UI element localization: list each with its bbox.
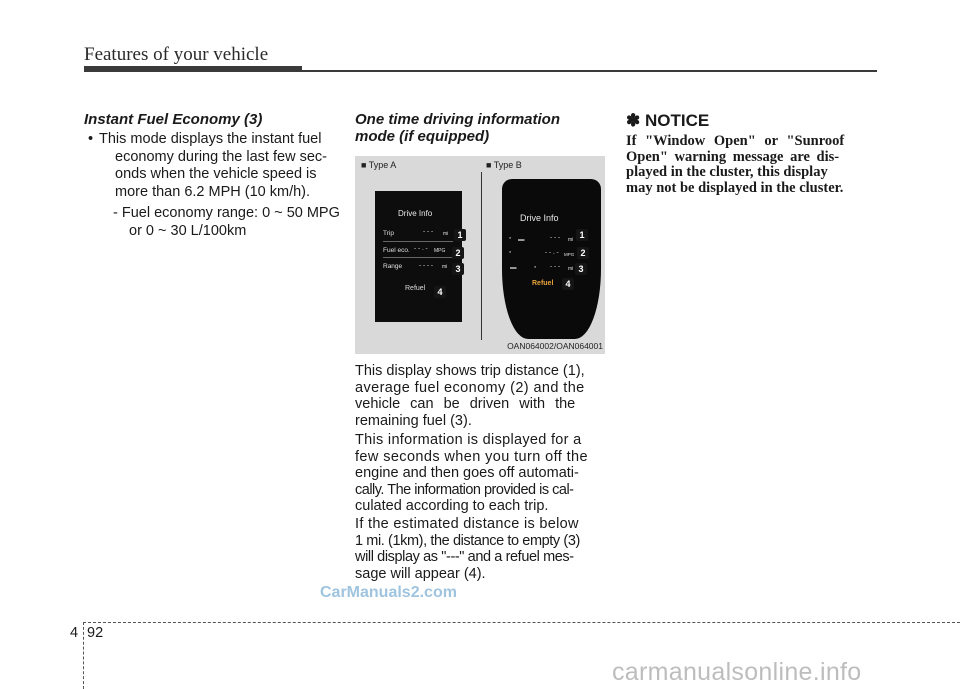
fuel-eco-unit: MPG [564,252,575,257]
para-line: This information is displayed for a [355,432,582,448]
refuel-message: Refuel [532,280,554,287]
drive-info-title: Drive Info [520,213,559,223]
chapter-number: 4 [70,625,79,641]
car-icon: ▬ [518,236,525,243]
fuel-eco-label: Fuel eco. [383,247,410,254]
car-icon: ▬ [510,264,517,271]
para-line: average fuel economy (2) and the [355,379,585,396]
paragraph-refuel [355,516,605,582]
bullet-line: This mode displays the instant fuel [99,131,322,147]
footer-vertical-rule [83,622,84,689]
one-time-driving-heading [355,111,605,145]
type-a-label: ■ Type A [361,160,397,170]
page-header-title: Features of your vehicle [84,44,269,65]
fuel-eco-unit: MPG [434,248,446,254]
notice-line: may not be displayed in the cluster. [626,179,844,196]
para-line: few seconds when you turn off the [355,448,588,465]
callout-1: 1 [576,229,588,241]
para-line: This display shows trip distance (1), [355,363,585,379]
page-number: 92 [87,625,104,641]
callout-4: 4 [562,278,574,290]
trip-label: Trip [383,230,394,237]
drive-info-figure [355,156,605,354]
fuel-icon: ▪ [534,264,537,271]
notice-line: Open" warning message are dis- [626,148,840,165]
instant-fuel-economy-bullet [84,131,340,240]
fuel-icon: ▪ [509,249,512,256]
notice-line: played in the cluster, this display [626,164,828,180]
heading-line: mode (if equipped) [355,128,490,145]
callout-3: 3 [452,263,464,275]
carmanuals-watermark: CarManuals2.com [320,584,457,601]
callout-4: 4 [434,286,446,298]
trip-unit: mi [443,231,449,237]
row-divider [383,241,453,242]
type-b-label: ■ Type B [486,160,522,170]
notice-line: If "Window Open" or "Sunroof [626,133,845,149]
bullet-line: onds when the vehicle speed is [115,166,317,182]
para-line: will display as "---" and a refuel mes- [355,549,574,565]
site-watermark: carmanualsonline.info [612,658,862,686]
callout-1: 1 [454,229,466,241]
type-a-screen [375,191,462,322]
fuel-eco-value: - - . - [545,249,559,256]
trip-value: - - - [550,234,561,241]
para-line: 1 mi. (1km), the distance to empty (3) [355,532,580,549]
callout-2: 2 [452,247,464,259]
range-label: Range [383,263,403,270]
para-line: If the estimated distance is below [355,516,579,532]
instant-fuel-economy-heading: Instant Fuel Economy (3) [84,111,263,128]
bullet-mark: • [88,131,94,147]
sub-line: or 0 ~ 30 L/100km [129,222,247,239]
para-line: cally. The information provided is cal- [355,481,574,498]
para-line: sage will appear (4). [355,565,486,582]
trip-value: - - - [423,228,434,235]
type-b-screen [502,179,601,339]
header-rule [302,70,877,72]
callout-2: 2 [577,247,589,259]
range-unit: mi [442,264,448,270]
paragraph-display-duration [355,432,605,515]
sub-line: - Fuel economy range: 0 ~ 50 MPG [113,205,340,221]
para-line: engine and then goes off automati- [355,465,579,481]
para-line: vehicle can be driven with the [355,396,576,412]
bullet-line: more than 6.2 MPH (10 km/h). [115,183,311,200]
para-line: culated according to each trip. [355,498,549,514]
notice-body [626,134,878,196]
car-icon: ▪ [509,235,512,242]
notice-heading: ✽ NOTICE [626,111,710,130]
heading-line: One time driving information [355,111,561,128]
para-line: remaining fuel (3). [355,412,472,429]
figure-divider [481,172,482,340]
callout-3: 3 [575,263,587,275]
bullet-line: economy during the last few sec- [115,148,327,165]
trip-unit: mi [568,237,574,243]
row-divider [383,257,453,258]
range-value: - - - - [419,262,434,269]
header-bar [84,66,302,72]
figure-code: OAN064002/OAN064001 [507,341,603,351]
paragraph-trip-info [355,363,605,429]
footer-rule [83,622,960,623]
drive-info-title: Drive Info [398,209,433,218]
range-unit: mi [568,266,574,272]
fuel-eco-value: - - . - [414,245,428,252]
range-value: - - - [550,263,561,270]
refuel-message: Refuel [405,285,426,292]
